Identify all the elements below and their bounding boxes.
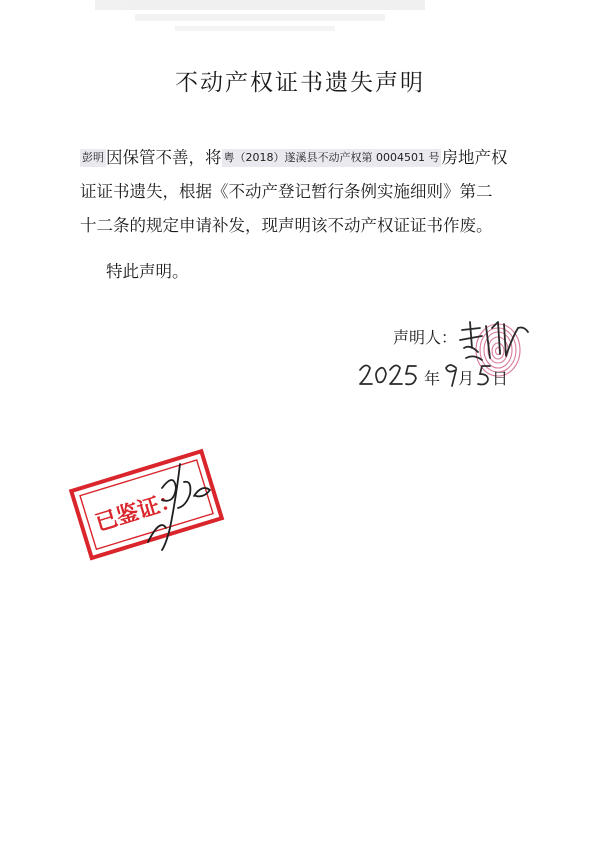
paragraph-line-3: 十二条的规定申请补发，现声明该不动产权证证书作废。 — [80, 216, 493, 235]
paragraph-text: 房地产权 — [441, 148, 508, 167]
declarant-label: 声明人： — [393, 328, 458, 347]
paragraph-line-1 — [80, 141, 520, 175]
redacted-name: 彭明 — [80, 149, 106, 167]
date-month-unit: 月 — [458, 369, 475, 388]
faint-header-bleed — [95, 0, 425, 36]
document-title: 不动产权证书遗失声明 — [175, 70, 425, 96]
redacted-certificate-number: 粤（2018）遂溪县不动产权第 0004501 号 — [222, 149, 442, 167]
handwritten-year — [358, 360, 422, 390]
date-day-unit: 日 — [492, 369, 509, 388]
signature-date — [358, 356, 538, 396]
date-year-unit: 年 — [424, 369, 441, 388]
paragraph-text: 因保管不善，将 — [106, 148, 222, 167]
stamp-label: 已鉴证： — [92, 487, 185, 537]
paragraph-line-2: 证证书遗失，根据《不动产登记暂行条例实施细则》第二 — [80, 182, 493, 201]
closing-statement: 特此声明。 — [106, 262, 189, 281]
stamp-signature-icon — [140, 458, 220, 554]
